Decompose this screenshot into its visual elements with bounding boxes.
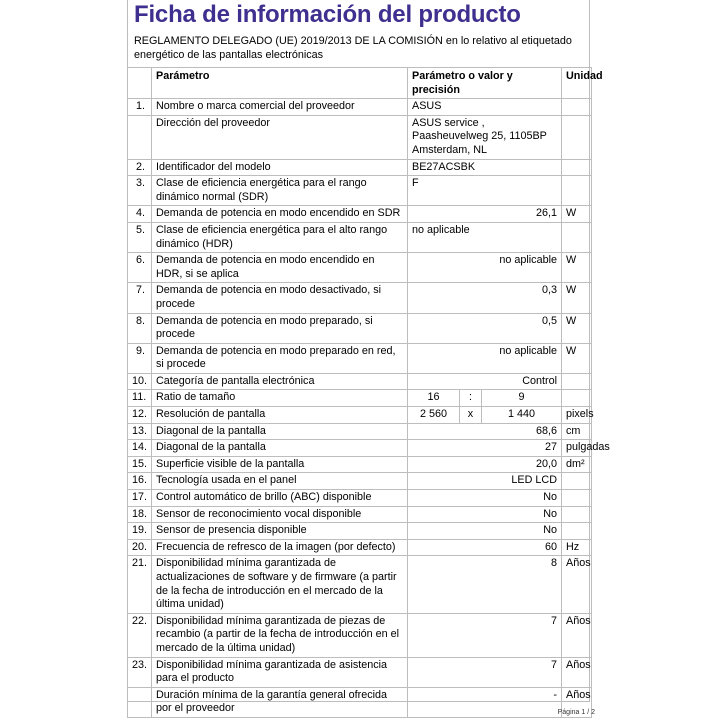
table-row — [128, 343, 592, 373]
row-value-separator: x — [460, 407, 482, 424]
row-unit — [562, 222, 592, 252]
row-index: 9. — [128, 343, 152, 373]
row-value: No — [408, 506, 562, 523]
row-value: BE27ACSBK — [408, 159, 562, 176]
row-index: 4. — [128, 206, 152, 223]
table-row — [128, 222, 592, 252]
row-parameter: Duración mínima de la garantía general ofrecida por el proveedor — [152, 687, 408, 717]
row-parameter: Diagonal de la pantalla — [152, 423, 408, 440]
table-row — [128, 506, 592, 523]
row-parameter: Disponibilidad mínima garantizada de asistencia para el producto — [152, 657, 408, 687]
row-unit: W — [562, 343, 592, 373]
table-row — [128, 253, 592, 283]
row-value: No — [408, 523, 562, 540]
row-value: - — [408, 687, 562, 717]
row-unit — [562, 159, 592, 176]
row-index: 14. — [128, 440, 152, 457]
table-row — [128, 556, 592, 613]
row-value: F — [408, 176, 562, 206]
row-parameter: Resolución de pantalla — [152, 407, 408, 424]
row-unit: Años — [562, 687, 592, 717]
row-parameter: Dirección del proveedor — [152, 115, 408, 159]
row-unit: W — [562, 313, 592, 343]
row-index: 18. — [128, 506, 152, 523]
table-row — [128, 423, 592, 440]
table-row — [128, 407, 592, 424]
table-row — [128, 115, 592, 159]
row-parameter: Demanda de potencia en modo preparado, si procede — [152, 313, 408, 343]
row-index: 6. — [128, 253, 152, 283]
row-index: 12. — [128, 407, 152, 424]
row-index: 1. — [128, 99, 152, 116]
regulation-subtitle: REGLAMENTO DELEGADO (UE) 2019/2013 DE LA COMISIÓN en lo relativo al etiquetado energético de las pantallas electrónicas — [134, 35, 572, 61]
row-parameter: Demanda de potencia en modo encendido en HDR, si se aplica — [152, 253, 408, 283]
row-index: 13. — [128, 423, 152, 440]
row-value: Control — [408, 373, 562, 390]
page-number: Página 1 / 2 — [557, 709, 595, 716]
row-parameter: Categoría de pantalla electrónica — [152, 373, 408, 390]
row-parameter: Nombre o marca comercial del proveedor — [152, 99, 408, 116]
row-unit — [562, 99, 592, 116]
row-index: 22. — [128, 613, 152, 657]
row-value: 27 — [408, 440, 562, 457]
row-parameter: Clase de eficiencia energética para el alto rango dinámico (HDR) — [152, 222, 408, 252]
row-parameter: Frecuencia de refresco de la imagen (por defecto) — [152, 539, 408, 556]
row-value: 8 — [408, 556, 562, 613]
header-value: Parámetro o valor y precisión — [408, 68, 562, 99]
table-row — [128, 373, 592, 390]
row-index: 23. — [128, 657, 152, 687]
row-index — [128, 115, 152, 159]
row-value: no aplicable — [408, 343, 562, 373]
row-value: 60 — [408, 539, 562, 556]
table-row — [128, 283, 592, 313]
table-row — [128, 613, 592, 657]
row-parameter: Disponibilidad mínima garantizada de piezas de recambio (a partir de la fecha de introducción en el mercado de la última unidad) — [152, 613, 408, 657]
header-parameter: Parámetro — [152, 68, 408, 99]
row-unit: cm — [562, 423, 592, 440]
table-row — [128, 539, 592, 556]
row-index: 7. — [128, 283, 152, 313]
row-value: 0,5 — [408, 313, 562, 343]
row-value: 7 — [408, 613, 562, 657]
table-row — [128, 390, 592, 407]
row-parameter: Sensor de reconocimiento vocal disponible — [152, 506, 408, 523]
row-index: 16. — [128, 473, 152, 490]
table-row — [128, 456, 592, 473]
row-unit — [562, 176, 592, 206]
row-unit — [562, 115, 592, 159]
row-index: 17. — [128, 490, 152, 507]
table-row — [128, 687, 592, 717]
table-row — [128, 313, 592, 343]
table-row — [128, 159, 592, 176]
table-body — [128, 99, 610, 718]
row-parameter: Clase de eficiencia energética para el rango dinámico normal (SDR) — [152, 176, 408, 206]
row-unit: Años — [562, 613, 592, 657]
row-index: 20. — [128, 539, 152, 556]
row-parameter: Identificador del modelo — [152, 159, 408, 176]
row-value-a: 16 — [408, 390, 460, 407]
table-row — [128, 99, 592, 116]
page-title: Ficha de información del producto — [134, 1, 521, 28]
row-index: 19. — [128, 523, 152, 540]
row-unit — [562, 490, 592, 507]
row-unit — [562, 523, 592, 540]
row-parameter: Sensor de presencia disponible — [152, 523, 408, 540]
row-index: 3. — [128, 176, 152, 206]
row-parameter: Demanda de potencia en modo desactivado, si procede — [152, 283, 408, 313]
row-value: no aplicable — [408, 253, 562, 283]
row-value: ASUS service , Paasheuvelweg 25, 1105BP Amsterdam, NL — [408, 115, 562, 159]
table-row — [128, 176, 592, 206]
row-unit: W — [562, 283, 592, 313]
table-header-row — [128, 68, 592, 99]
row-value-separator: : — [460, 390, 482, 407]
row-index: 15. — [128, 456, 152, 473]
row-parameter: Diagonal de la pantalla — [152, 440, 408, 457]
row-unit: Hz — [562, 539, 592, 556]
table-row — [128, 206, 592, 223]
row-value: ASUS — [408, 99, 562, 116]
row-value: no aplicable — [408, 222, 562, 252]
row-unit: W — [562, 206, 592, 223]
row-unit — [562, 373, 592, 390]
row-parameter: Demanda de potencia en modo preparado en red, si procede — [152, 343, 408, 373]
row-value: 7 — [408, 657, 562, 687]
table-row — [128, 657, 592, 687]
row-index: 21. — [128, 556, 152, 613]
row-parameter: Demanda de potencia en modo encendido en SDR — [152, 206, 408, 223]
row-value: 0,3 — [408, 283, 562, 313]
row-value: LED LCD — [408, 473, 562, 490]
row-unit: pulgadas — [562, 440, 592, 457]
header-unit: Unidad — [562, 68, 592, 99]
row-unit — [562, 390, 592, 407]
table-row — [128, 523, 592, 540]
row-index — [128, 687, 152, 717]
row-index: 5. — [128, 222, 152, 252]
row-parameter: Ratio de tamaño — [152, 390, 408, 407]
row-value: No — [408, 490, 562, 507]
row-index: 8. — [128, 313, 152, 343]
row-unit: W — [562, 253, 592, 283]
table-row — [128, 473, 592, 490]
row-parameter: Disponibilidad mínima garantizada de actualizaciones de software y de firmware (a partir de la fecha de introducción en el mercado de la última unidad) — [152, 556, 408, 613]
row-value: 26,1 — [408, 206, 562, 223]
row-index: 11. — [128, 390, 152, 407]
header-index — [128, 68, 152, 99]
row-value: 68,6 — [408, 423, 562, 440]
row-unit: pixels — [562, 407, 592, 424]
row-unit — [562, 473, 592, 490]
row-unit: Años — [562, 556, 592, 613]
row-parameter: Superficie visible de la pantalla — [152, 456, 408, 473]
row-value: 20,0 — [408, 456, 562, 473]
row-unit — [562, 506, 592, 523]
row-parameter: Control automático de brillo (ABC) disponible — [152, 490, 408, 507]
row-unit: dm² — [562, 456, 592, 473]
product-info-table — [127, 67, 610, 718]
row-parameter: Tecnología usada en el panel — [152, 473, 408, 490]
row-index: 10. — [128, 373, 152, 390]
row-value-b: 1 440 — [482, 407, 562, 424]
table-row — [128, 490, 592, 507]
row-value-a: 2 560 — [408, 407, 460, 424]
row-unit: Años — [562, 657, 592, 687]
table-row — [128, 440, 592, 457]
row-value-b: 9 — [482, 390, 562, 407]
row-index: 2. — [128, 159, 152, 176]
